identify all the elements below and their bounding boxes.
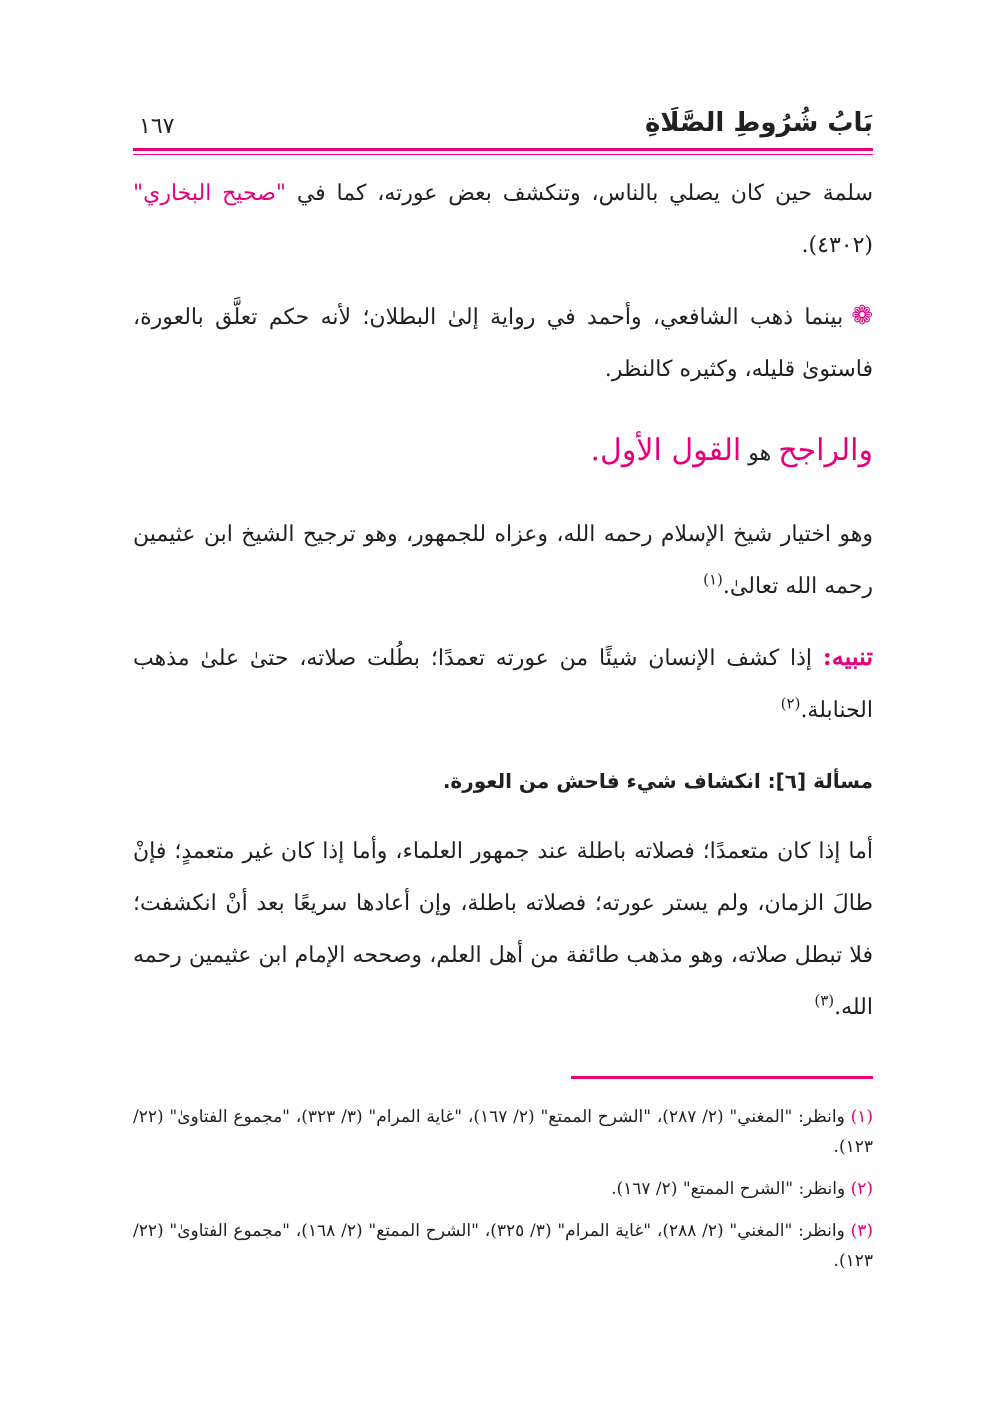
paragraph-ikhtiyar xyxy=(133,509,873,613)
page-header xyxy=(133,104,873,144)
issue-heading xyxy=(133,755,873,808)
footnote-separator xyxy=(571,1076,873,1079)
header-rule-thick xyxy=(133,148,873,151)
footnote-number: (٣) xyxy=(850,1221,873,1241)
footnote-text: وانظر: "الشرح الممتع" (٢/ ١٦٧). xyxy=(611,1179,846,1199)
footnote-ref-1: (١) xyxy=(703,570,723,589)
footnote-3 xyxy=(133,1216,873,1276)
rajih-heading xyxy=(133,422,873,483)
p1-source: "صحيح البخاري" xyxy=(133,181,286,206)
paragraph-shafii xyxy=(133,290,873,396)
footnote-text: وانظر: "المغني" (٢/ ٢٨٧)، "الشرح الممتع" (٢/ ١٦٧)، "غاية المرام" (٣/ ٣٢٣)، "مجموع الفتاوىٰ" (٢٢/ ١٢٣). xyxy=(133,1107,873,1157)
rajih-value: القول الأول. xyxy=(590,433,742,468)
issue-title: مسألة [٦]: انكشاف شيء فاحش من العورة. xyxy=(442,769,873,793)
p1-number: (٤٣٠٢). xyxy=(801,233,873,258)
footnotes xyxy=(133,1102,873,1288)
main-text xyxy=(133,168,873,1034)
p3-text: وهو اختيار شيخ الإسلام رحمه الله، وعزاه للجمهور، وهو ترجيح الشيخ ابن عثيمين رحمه الله تعالىٰ. xyxy=(133,522,873,599)
footnote-text: وانظر: "المغني" (٢/ ٢٨٨)، "غاية المرام" (٣/ ٣٢٥)، "الشرح الممتع" (٢/ ١٦٨)، "مجموع الفتاوىٰ" (٢٢/ ١٢٣). xyxy=(133,1221,873,1271)
tanbih-label: تنبيه: xyxy=(822,642,873,671)
footnote-number: (٢) xyxy=(850,1179,873,1199)
chapter-title: بَابُ شُرُوطِ الصَّلَاةِ xyxy=(644,108,873,138)
footnote-number: (١) xyxy=(850,1107,873,1127)
footnote-2 xyxy=(133,1174,873,1204)
rajih-label: والراجح xyxy=(778,433,873,468)
header-rule-thin xyxy=(133,154,873,155)
rajih-mid: هو xyxy=(748,441,772,466)
footnote-1 xyxy=(133,1102,873,1162)
paragraph-tanbih xyxy=(133,631,873,737)
p1-text: سلمة حين كان يصلي بالناس، وتنكشف بعض عورته، كما في xyxy=(296,181,874,206)
p2-text: بينما ذهب الشافعي، وأحمد في رواية إلىٰ البطلان؛ لأنه حكم تعلَّق بالعورة، فاستوىٰ قليله، وكثيره كالنظر. xyxy=(133,305,873,382)
p4-text: أما إذا كان متعمدًا؛ فصلاته باطلة عند جمهور العلماء، وأما إذا كان غير متعمدٍ؛ فإنْ طالَ الزمان، ولم يستر عورته؛ فصلاته باطلة، وإن أعادها سريعًا بعد أنْ انكشفت؛ فلا تبطل صلاته، وهو مذهب طائفة من أهل العلم، وصححه الإمام ابن عثيمين رحمه الله. xyxy=(133,839,873,1020)
footnote-ref-2: (٢) xyxy=(780,694,801,713)
page-number: ١٦٧ xyxy=(139,114,175,139)
paragraph-ruling xyxy=(133,826,873,1034)
flower-ornament-icon: ❁ xyxy=(851,301,873,331)
paragraph-continuation xyxy=(133,168,873,272)
footnote-ref-3: (٣) xyxy=(814,991,835,1010)
tanbih-text: إذا كشف الإنسان شيئًا من عورته تعمدًا؛ بطُلت صلاته، حتىٰ علىٰ مذهب الحنابلة. xyxy=(133,646,873,723)
